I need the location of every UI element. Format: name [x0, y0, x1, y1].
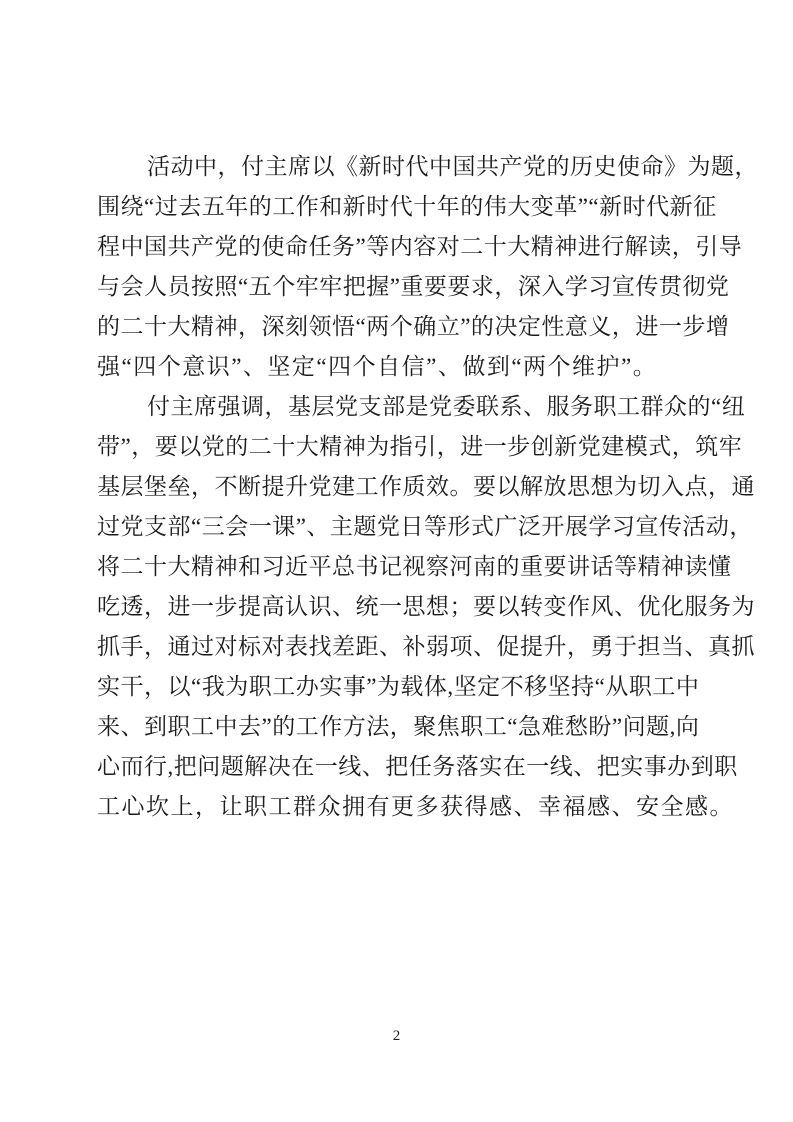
text-line: 与会人员按照“五个牢牢把握”重要要求，深入学习宣传贯彻党 [97, 274, 730, 299]
text-line: 工心坎上，让职工群众拥有更多获得感、幸福感、安全感。 [97, 794, 734, 819]
text-line: 活动中，付主席以《新时代中国共产党的历史使命》为题， [147, 154, 758, 179]
text-line: 过党支部“三会一课”、主题党日等形式广泛开展学习宣传活动， [97, 514, 753, 539]
text-line: 带”，要以党的二十大精神为指引，进一步创新党建模式，筑牢 [97, 434, 743, 459]
text-line: 吃透，进一步提高认识、统一思想；要以转变作风、优化服务为 [97, 594, 755, 619]
document-body [97, 147, 758, 827]
paragraph-1 [97, 147, 758, 387]
page-number: 2 [392, 1028, 401, 1044]
paragraph-2 [97, 387, 755, 827]
text-line: 的二十大精神，深刻领悟“两个确立”的决定性意义，进一步增 [97, 314, 730, 339]
text-line: 来、到职工中去”的工作方法，聚焦职工“急难愁盼”问题,向 [97, 714, 700, 739]
text-line: 心而行,把问题解决在一线、把任务落实在一线、把实事办到职 [97, 754, 738, 779]
text-line: 实干，以“我为职工办实事”为载体,坚定不移坚持“从职工中 [97, 674, 700, 699]
text-line: 付主席强调，基层党支部是党委联系、服务职工群众的“纽 [147, 394, 746, 419]
text-line: 强“四个意识”、坚定“四个自信”、做到“两个维护”。 [97, 354, 658, 379]
text-line: 基层堡垒，不断提升党建工作质效。要以解放思想为切入点，通 [97, 474, 755, 499]
text-line: 将二十大精神和习近平总书记视察河南的重要讲话等精神读懂 [97, 554, 732, 579]
text-line: 抓手，通过对标对表找差距、补弱项、促提升，勇于担当、真抓 [97, 634, 755, 659]
text-line: 围绕“过去五年的工作和新时代十年的伟大变革”“新时代新征 [97, 194, 717, 219]
text-line: 程中国共产党的使命任务”等内容对二十大精神进行解读，引导 [97, 234, 743, 259]
